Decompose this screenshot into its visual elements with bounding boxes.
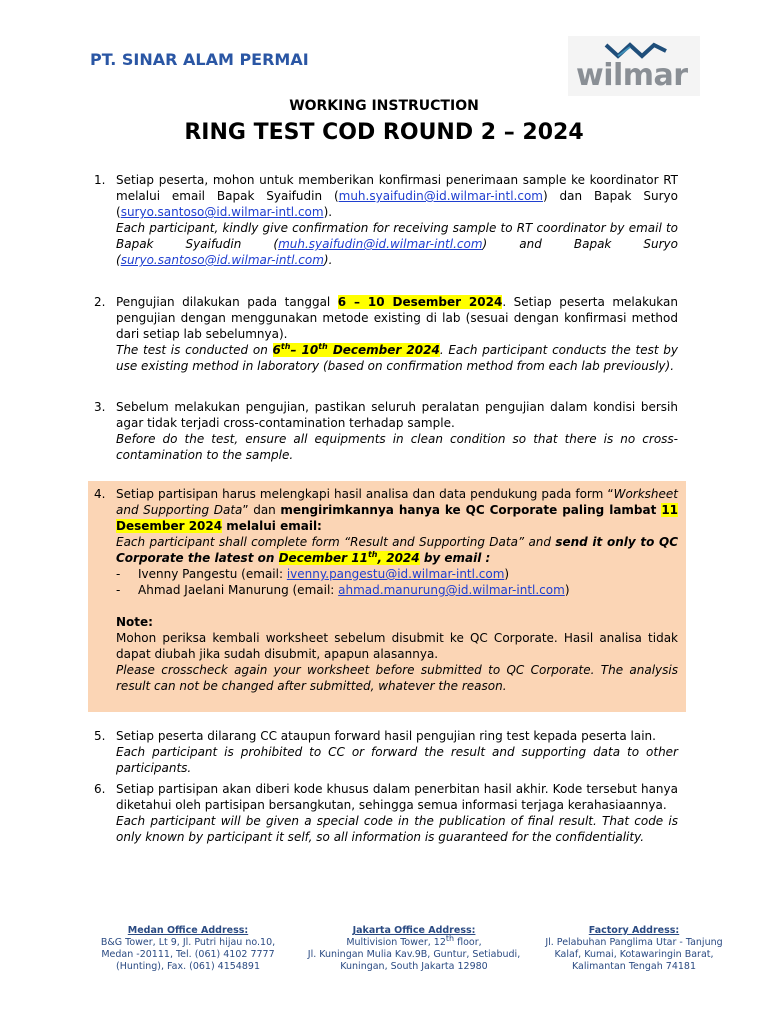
footer-factory-address: Factory Address: Jl. Pelabuhan Panglima Utar - Tanjung Kalaf, Kumai, Kotawaringin Barat, Kalimantan Tengah 74181	[540, 925, 728, 973]
item-text-en: Before do the test, ensure all equipments in clean condition so that there is no cross-contamination to the sample.	[116, 432, 678, 462]
email-link[interactable]: muh.syaifudin@id.wilmar-intl.com	[278, 237, 483, 251]
document-title: RING TEST COD ROUND 2 – 2024	[184, 120, 584, 145]
item-text-id: Setiap partisipan akan diberi kode khusus dalam penerbitan hasil akhir. Kode tersebut hanya diketahui oleh partisipan bersangkutan, sehingga semua informasi terjaga kerahasiaannya.	[116, 782, 678, 812]
company-name: PT. SINAR ALAM PERMAI	[90, 50, 309, 69]
footer-medan-address: Medan Office Address: B&G Tower, Lt 9, Jl. Putri hijau no.10, Medan -20111, Tel. (061) 4102 7777 (Hunting), Fax. (061) 4154891	[88, 925, 288, 973]
email-link[interactable]: muh.syaifudin@id.wilmar-intl.com	[338, 189, 543, 203]
test-date-highlight: 6th– 10th December 2024	[272, 342, 440, 357]
contact-item: - Ivenny Pangestu (email: ivenny.pangestu@id.wilmar-intl.com)	[116, 567, 510, 581]
footer-heading: Jakarta Office Address:	[352, 925, 476, 936]
email-link[interactable]: suryo.santoso@id.wilmar-intl.com	[120, 205, 324, 219]
item-text-id: Setiap peserta dilarang CC ataupun forward hasil pengujian ring test kepada peserta lain.	[116, 729, 656, 743]
item-number: 5.	[94, 729, 106, 743]
item-text-en: The test is conducted on 6th– 10th December 2024. Each participant conducts the test by use existing method in laboratory (based on confirmation method from each lab previously).	[116, 342, 678, 373]
email-link[interactable]: ivenny.pangestu@id.wilmar-intl.com	[286, 567, 505, 581]
instruction-item-4	[94, 486, 678, 694]
instruction-item-3	[94, 399, 678, 463]
item-text-en: Each participant will be given a special code in the publication of final result. That code is only known by participant it self, so all information is guaranteed for the confidentiality.	[116, 814, 678, 844]
item-text-en: Each participant, kindly give confirmation for receiving sample to RT coordinator by email to Bapak Syaifudin (muh.syaifudin@id.wilmar-intl.com) and Bapak Suryo (suryo.santoso@id.wilmar-intl.com).	[116, 221, 679, 267]
item-number: 3.	[94, 400, 106, 414]
instruction-item-2	[94, 294, 678, 374]
email-link[interactable]: ahmad.manurung@id.wilmar-intl.com	[338, 583, 565, 597]
footer-heading: Medan Office Address:	[127, 925, 249, 936]
wilmar-logo	[568, 36, 700, 96]
email-link[interactable]: suryo.santoso@id.wilmar-intl.com	[120, 253, 324, 267]
item-number: 4.	[94, 487, 106, 501]
item-text-en: Each participant is prohibited to CC or forward the result and supporting data to other participants.	[116, 745, 678, 775]
note-label: Note:	[116, 615, 153, 629]
item-number: 6.	[94, 782, 106, 796]
item-number: 2.	[94, 295, 106, 309]
contact-item: - Ahmad Jaelani Manurung (email: ahmad.manurung@id.wilmar-intl.com)	[116, 583, 570, 597]
item-text-id: Setiap partisipan harus melengkapi hasil analisa dan data pendukung pada form “Worksheet and Supporting Data” dan mengirimkannya hanya ke QC Corporate paling lambat 11 Desember 2024 melalui email:	[116, 487, 679, 533]
instruction-item-6	[94, 781, 678, 845]
deadline-highlight: December 11th, 2024	[278, 550, 420, 565]
instruction-item-1	[94, 172, 678, 268]
note-text-id: Mohon periksa kembali worksheet sebelum disubmit ke QC Corporate. Hasil analisa tidak dapat diubah jika sudah disubmit, apapun alasannya.	[116, 631, 678, 661]
item-text-en: Each participant shall complete form “Result and Supporting Data” and send it only to QC Corporate the latest on December 11th, 2024 by email :	[116, 535, 678, 565]
instruction-item-5	[94, 728, 678, 776]
document-subtitle: WORKING INSTRUCTION	[289, 98, 479, 114]
deadline-highlight: 11 Desember 2024	[116, 503, 679, 533]
logo-text: wilmar	[576, 58, 688, 93]
item-number: 1.	[94, 173, 106, 187]
item-text-id: Pengujian dilakukan pada tanggal 6 – 10 Desember 2024. Setiap peserta melakukan pengujian dengan menggunakan metode existing di lab (sesuai dengan konfirmasi method dari setiap lab sebelumnya).	[116, 295, 678, 341]
item-text-id: Sebelum melakukan pengujian, pastikan seluruh peralatan pengujian dalam kondisi bersih agar tidak terjadi cross-contamination terhadap sample.	[116, 400, 678, 430]
footer-heading: Factory Address:	[588, 925, 680, 936]
item-text-id: Setiap peserta, mohon untuk memberikan konfirmasi penerimaan sample ke koordinator RT melalui email Bapak Syaifudin (muh.syaifudin@id.wilmar-intl.com) dan Bapak Suryo (suryo.santoso@id.wilmar-intl.com).	[116, 173, 678, 219]
test-date-highlight: 6 – 10 Desember 2024	[337, 295, 503, 309]
note-text-en: Please crosscheck again your worksheet before submitted to QC Corporate. The analysis result can not be changed after submitted, whatever the reason.	[116, 663, 678, 693]
footer-jakarta-address: Jakarta Office Address: Multivision Tower, 12th floor, Jl. Kuningan Mulia Kav.9B, Guntur, Setiabudi, Kuningan, South Jakarta 12980	[298, 925, 530, 973]
